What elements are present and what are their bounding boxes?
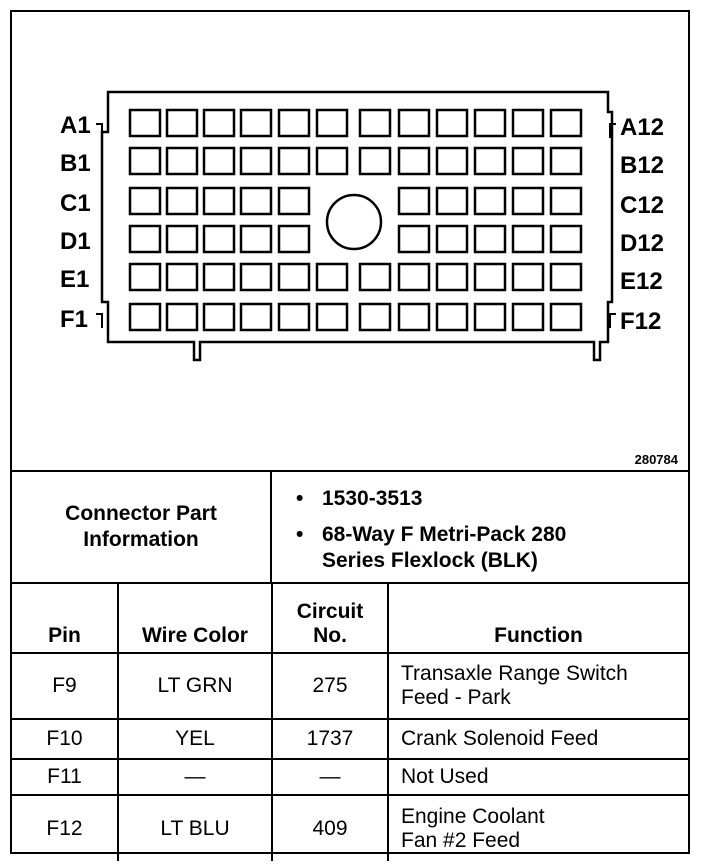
pin-cavity [475, 188, 505, 214]
info-title-line2: Information [83, 528, 199, 551]
pin-cavity [130, 148, 160, 174]
cell-circuit: 275 [272, 653, 388, 719]
pin-cavity [241, 226, 271, 252]
pin-cavity [241, 304, 271, 330]
pin-cavity [399, 226, 429, 252]
pin-cavity [167, 148, 197, 174]
table-row [12, 759, 688, 795]
table-row [12, 795, 688, 861]
cell-function: Not Used [388, 759, 688, 795]
pin-cavity [551, 110, 581, 136]
pin-cavity [437, 226, 467, 252]
pin-cavity [279, 188, 309, 214]
cell-function [388, 653, 688, 719]
row-label-e12: E12 [620, 268, 663, 295]
cell-wire-color: — [118, 759, 272, 795]
connector-series-item: Series Flexlock (BLK) [322, 549, 538, 572]
pin-cavity [167, 188, 197, 214]
header-pin: Pin [12, 583, 118, 653]
pin-cavity [204, 264, 234, 290]
cell-circuit: 409 [272, 795, 388, 861]
pin-cavity [360, 110, 390, 136]
connector-type-item: • 68-Way F Metri-Pack 280 [296, 522, 566, 548]
pin-cavity [475, 304, 505, 330]
pin-cavity [317, 264, 347, 290]
pin-cavity [204, 188, 234, 214]
cell-circuit: — [272, 759, 388, 795]
pin-cavity [475, 110, 505, 136]
pin-cavity [513, 264, 543, 290]
cell-function [388, 795, 688, 861]
info-details [296, 486, 566, 574]
pin-cavity [130, 226, 160, 252]
header-circuit [272, 583, 388, 653]
pin-cavity [475, 264, 505, 290]
pin-cavity [475, 226, 505, 252]
function-line1: Transaxle Range Switch [401, 662, 628, 685]
pin-cavity [279, 110, 309, 136]
header-circuit-line1: Circuit [296, 600, 364, 623]
pin-cavity [130, 304, 160, 330]
connector-part-info [12, 470, 688, 584]
pin-cavity [360, 304, 390, 330]
pin-cavity [551, 304, 581, 330]
info-title-line1: Connector Part [65, 502, 217, 525]
pin-cavity [551, 226, 581, 252]
pin-cavity [513, 110, 543, 136]
pin-cavity [317, 304, 347, 330]
row-label-a12: A12 [620, 114, 665, 141]
row-label-c1: C1 [60, 190, 91, 217]
pin-cavity [241, 188, 271, 214]
row-label-b12: B12 [620, 152, 665, 179]
pin-cavity [360, 148, 390, 174]
cell-wire-color: LT BLU [118, 795, 272, 861]
row-label-f12: F12 [620, 308, 662, 335]
pin-cavity [204, 110, 234, 136]
function-line1: Engine Coolant [401, 804, 545, 828]
cell-function: Crank Solenoid Feed [388, 719, 688, 759]
pin-cavity [399, 188, 429, 214]
part-number-item: • 1530-3513 [296, 486, 566, 512]
connector-diagram [12, 12, 688, 468]
pin-cavity [551, 148, 581, 174]
pin-cavity [513, 148, 543, 174]
pin-cavity [437, 148, 467, 174]
pin-cavity [204, 304, 234, 330]
function-line2: Fan #2 Feed [401, 828, 521, 852]
row-label-e1: E1 [60, 266, 90, 293]
connector-drawing [12, 12, 688, 468]
pin-cavity [241, 148, 271, 174]
pin-cavity [279, 148, 309, 174]
pin-cavity [399, 264, 429, 290]
header-function: Function [388, 583, 688, 653]
row-label-a1: A1 [60, 112, 91, 139]
pin-cavity [513, 188, 543, 214]
pin-cavity [317, 148, 347, 174]
row-label-d12: D12 [620, 230, 665, 257]
cell-pin: F10 [12, 719, 118, 759]
pin-cavity [513, 304, 543, 330]
table-row [12, 653, 688, 719]
pin-cavity [241, 264, 271, 290]
pin-cavity [167, 304, 197, 330]
info-title [12, 472, 272, 582]
pin-cavity [204, 148, 234, 174]
pin-cavity [130, 188, 160, 214]
table-row [12, 719, 688, 759]
pin-cavity [241, 110, 271, 136]
pin-cavity [279, 304, 309, 330]
pin-cavity [167, 110, 197, 136]
pin-cavity [437, 264, 467, 290]
pin-table [12, 582, 688, 861]
pin-cavity [279, 226, 309, 252]
row-label-f1: F1 [60, 306, 89, 333]
pin-cavity [360, 264, 390, 290]
pin-cavity [437, 110, 467, 136]
pin-cavity [551, 188, 581, 214]
header-circuit-line2: No. [313, 624, 347, 647]
pin-cavity [399, 304, 429, 330]
pin-cavity [204, 226, 234, 252]
table-header-row [12, 583, 688, 653]
cell-pin: F9 [12, 653, 118, 719]
cell-circuit: 1737 [272, 719, 388, 759]
pin-cavity [317, 110, 347, 136]
pin-cavity [551, 264, 581, 290]
pin-cavity [130, 264, 160, 290]
pin-cavity [513, 226, 543, 252]
center-post [327, 195, 381, 249]
pin-cavity [167, 226, 197, 252]
cell-pin: F11 [12, 759, 118, 795]
cell-pin: F12 [12, 795, 118, 861]
row-label-b1: B1 [60, 150, 91, 177]
pin-cavity [475, 148, 505, 174]
pin-cavity [399, 110, 429, 136]
cell-wire-color: LT GRN [118, 653, 272, 719]
row-label-d1: D1 [60, 228, 91, 255]
drawing-number: 280784 [634, 452, 678, 467]
connector-sheet [10, 10, 690, 854]
pin-cavity [167, 264, 197, 290]
pin-cavity [399, 148, 429, 174]
pin-cavity [130, 110, 160, 136]
pin-cavity [437, 188, 467, 214]
header-wire-color: Wire Color [118, 583, 272, 653]
pin-cavity [437, 304, 467, 330]
row-label-c12: C12 [620, 192, 665, 219]
cell-wire-color: YEL [118, 719, 272, 759]
pin-cavity [279, 264, 309, 290]
function-line2: Feed - Park [401, 686, 511, 709]
